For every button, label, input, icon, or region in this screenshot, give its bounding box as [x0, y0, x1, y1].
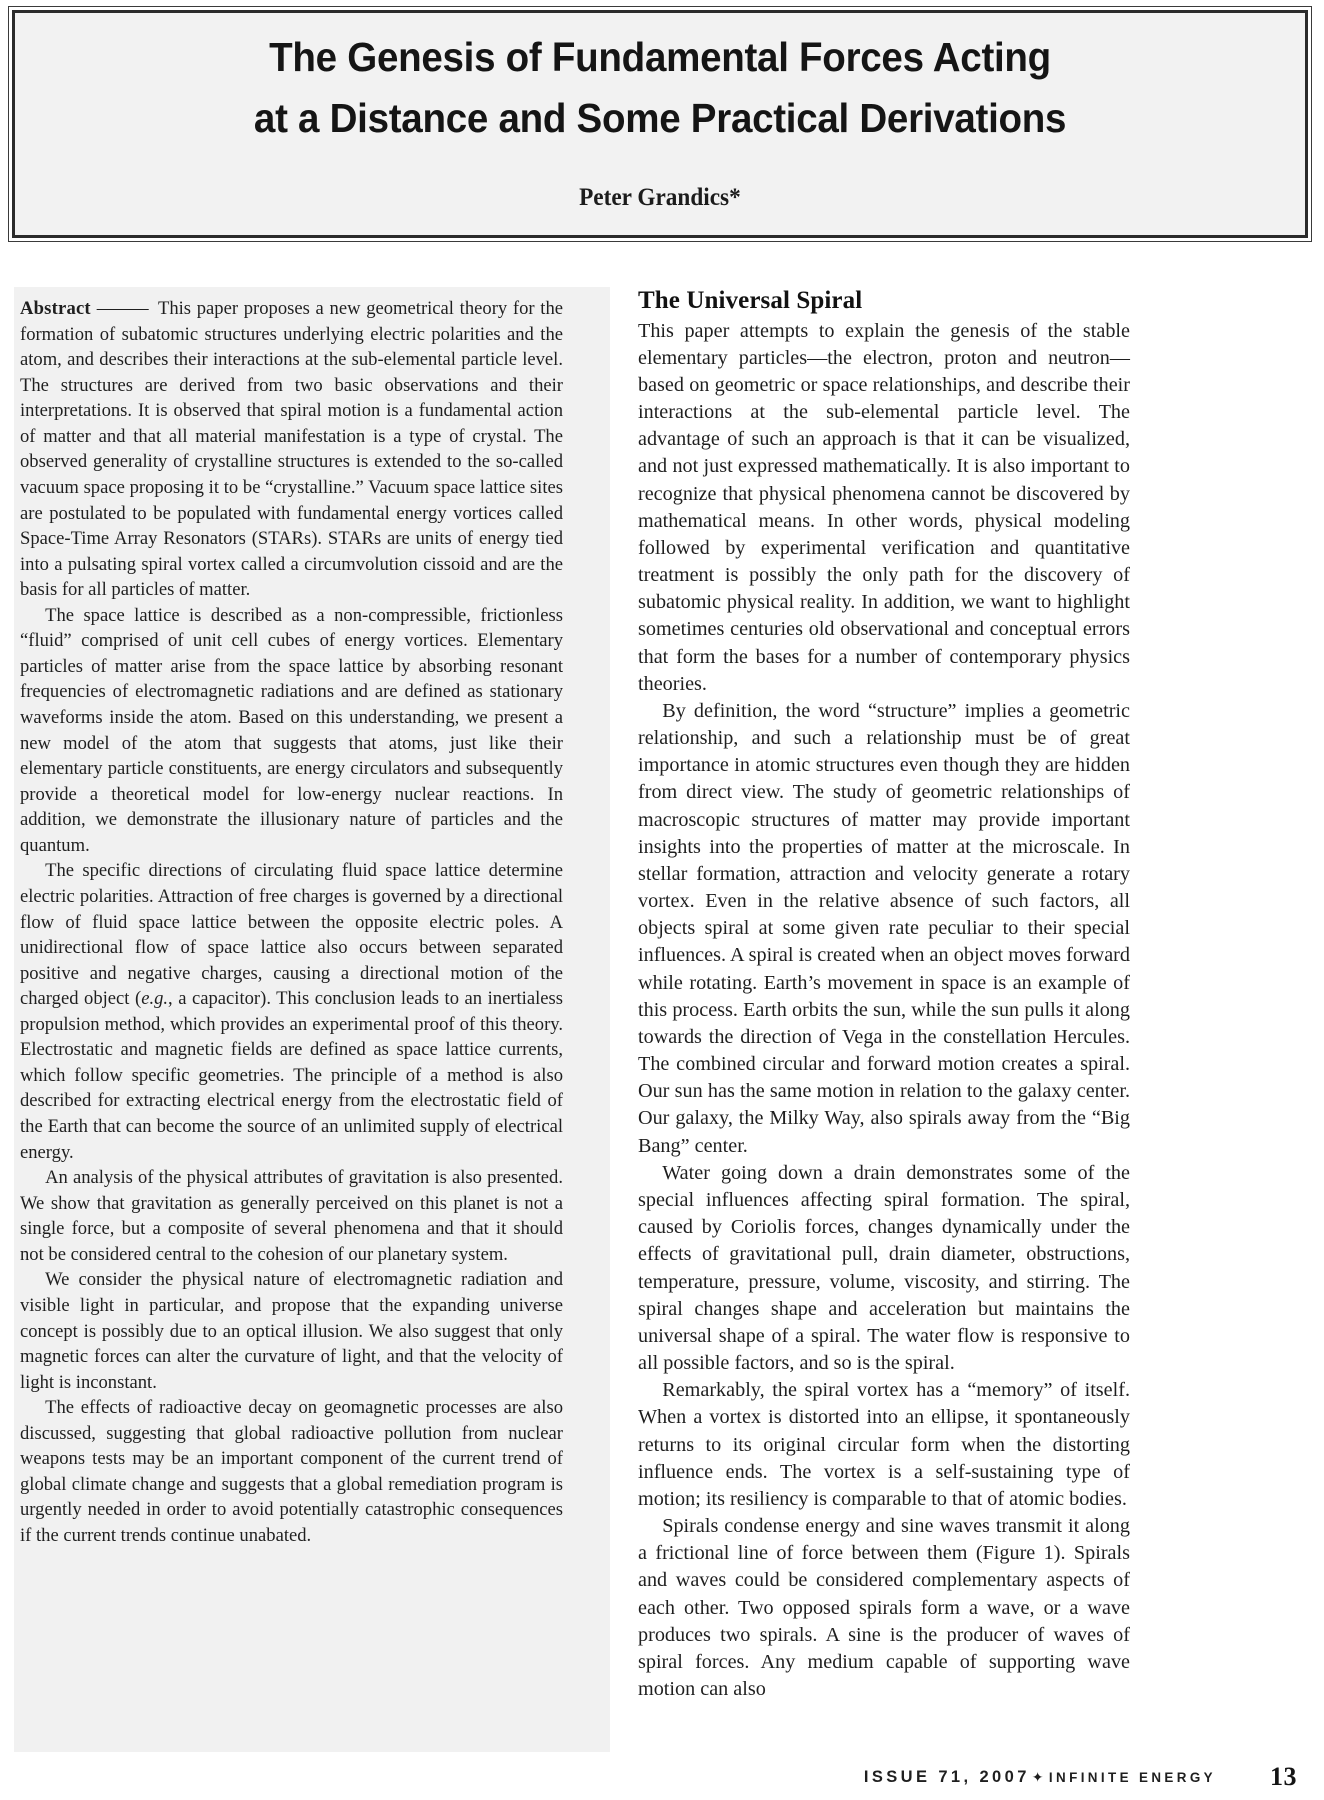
abstract-paragraph: We consider the physical nature of electromagnetic radiation and visible light in particular, and propose that the expanding universe concept is possibly due to an optical illusion. We also suggest that only magnetic forces can alter the curvature of light, and that the velocity of light is inconstant. [20, 1269, 563, 1393]
abstract-text [20, 296, 563, 1549]
section-paragraph: Spirals condense energy and sine waves transmit it along a frictional line of force between them (Figure 1). Spirals and waves could be considered complementary aspects of each other. Two opposed spirals form a wave, or a wave produces two spirals. A sine is the producer of waves of spiral forces. Any medium capable of supporting wave motion can also [638, 1515, 1130, 1701]
abstract-paragraph: The effects of radioactive decay on geomagnetic processes are also discussed, suggesting that global radioactive pollution from nuclear weapons tests may be an important component of the current trend of global climate change and suggests that a global remediation program is urgently needed in order to avoid potentially catastrophic consequences if the current trends continue unabated. [20, 1397, 563, 1546]
title-header-box-inner [12, 10, 1308, 238]
abstract-paragraph [20, 296, 563, 603]
page-title-line-2: at a Distance and Some Practical Derivations [253, 94, 1067, 141]
footer-journal-name: INFINITE ENERGY [1048, 1769, 1216, 1785]
star-icon: ✦ [1031, 1769, 1047, 1786]
section-paragraph: This paper attempts to explain the genesis of the stable elementary particles—the electron, proton and neutron—based on geometric or space relationships, and describe their interactions at the sub-elemental particle level. The advantage of such an approach is that it can be visualized, and not just expressed mathematically. It is also important to recognize that physical phenomena cannot be discovered by mathematical means. In other words, physical modeling followed by experimental verification and quantitative treatment is possibly the only path for the discovery of subatomic physical reality. In addition, we want to highlight sometimes centuries old observational and conceptual errors that form the bases for a number of contemporary physics theories. [638, 319, 1130, 695]
footer-issue-text: ISSUE 71, 2007 [863, 1767, 1030, 1786]
section-text [638, 318, 1130, 1704]
abstract-paragraph-1-text: This paper proposes a new geometrical theory for the formation of subatomic structures underlying electric polarities and the atom, and describes their interactions at the sub-elemental particle level. The structures are derived from two basic observations and their interpretations. It is observed that spiral motion is a fundamental action of matter and that all material manifestation is a type of crystal. The observed generality of crystalline structures is extended to the so-called vacuum space proposing it to be “crystalline.” Vacuum space lattice sites are postulated to be populated with fundamental energy vortices called Space-Time Array Resonators (STARs). STARs are units of energy tied into a pulsating spiral vortex called a circumvolution cissoid and are the basis for all particles of matter. [20, 298, 564, 601]
footer-issue-line [864, 1768, 1216, 1787]
abstract-label: Abstract [20, 298, 91, 319]
body-area [0, 287, 1324, 1752]
section-paragraph: By definition, the word “structure” implies a geometric relationship, and such a relationship must be of great importance in atomic structures even though they are hidden from direct view. The study of geometric relationships of macroscopic structures of matter may provide important insights into the properties of matter at the microscale. In stellar formation, attraction and velocity generate a rotary vortex. Even in the relative absence of such factors, all objects spiral at some given rate peculiar to their special influences. A spiral is created when an object moves forward while rotating. Earth’s movement in space is an example of this process. Earth orbits the sun, while the sun pulls it along towards the direction of Vega in the constellation Hercules. The combined circular and forward motion creates a spiral. Our sun has the same motion in relation to the galaxy center. Our galaxy, the Milky Way, also spirals away from the “Big Bang” center. [638, 699, 1130, 1157]
abstract-paragraph: An analysis of the physical attributes of gravitation is also presented. We show that gravitation as generally perceived on this planet is not a single force, but a composite of several phenomena and that it should not be considered central to the cohesion of our planetary system. [20, 1167, 563, 1265]
section-paragraph: Water going down a drain demonstrates some of the special influences affecting spiral formation. The spiral, caused by Coriolis forces, changes dynamically under the effects of gravitational pull, drain diameter, obstructions, temperature, pressure, volume, viscosity, and stirring. The spiral changes shape and acceleration but maintains the universal shape of a spiral. The water flow is responsive to all possible factors, and so is the spiral. [638, 1161, 1130, 1375]
page-title [235, 27, 1085, 148]
page-title-line-1: The Genesis of Fundamental Forces Acting [269, 34, 1051, 80]
abstract-paragraph: The specific directions of circulating fluid space lattice determine electric polarities. Attraction of free charges is governed by a directional flow of fluid space lattice between the opposite electric poles. A unidirectional flow of space lattice also occurs between separated positive and negative charges, causing a directional motion of the charged object (e.g., a capacitor). This conclusion leads to an inertialess propulsion method, which provides an experimental proof of this theory. Electrostatic and magnetic fields are defined as space lattice currents, which follow specific geometries. The principle of a method is also described for extracting electrical energy from the electrostatic field of the Earth that can become the source of an unlimited supply of electrical energy. [20, 860, 563, 1163]
abstract-column [14, 287, 610, 1752]
section-paragraph: Remarkably, the spiral vortex has a “memory” of itself. When a vortex is distorted into an ellipse, it spontaneously returns to its original circular form when the distorting influence ends. The vortex is a self-sustaining type of motion; its resiliency is comparable to that of atomic bodies. [638, 1379, 1130, 1510]
abstract-rule: ——— [96, 298, 147, 319]
author-name: Peter Grandics* [579, 184, 741, 212]
section-heading: The Universal Spiral [638, 287, 863, 314]
main-column [638, 286, 1130, 1751]
abstract-paragraph: The space lattice is described as a non-compressible, frictionless “fluid” comprised of unit cell cubes of energy vortices. Elementary particles of matter arise from the space lattice by absorbing resonant frequencies of electromagnetic radiations and are defined as stationary waveforms inside the atom. Based on this understanding, we present a new model of the atom that suggests that atoms, just like their elementary particle constituents, are energy circulators and subsequently provide a theoretical model for low-energy nuclear reactions. In addition, we demonstrate the illusionary nature of particles and the quantum. [20, 604, 563, 856]
page-footer [0, 1757, 1324, 1797]
abstract-italic-phrase: e.g. [141, 988, 169, 1010]
page-number: 13 [1270, 1762, 1297, 1791]
title-header-box [8, 6, 1312, 242]
